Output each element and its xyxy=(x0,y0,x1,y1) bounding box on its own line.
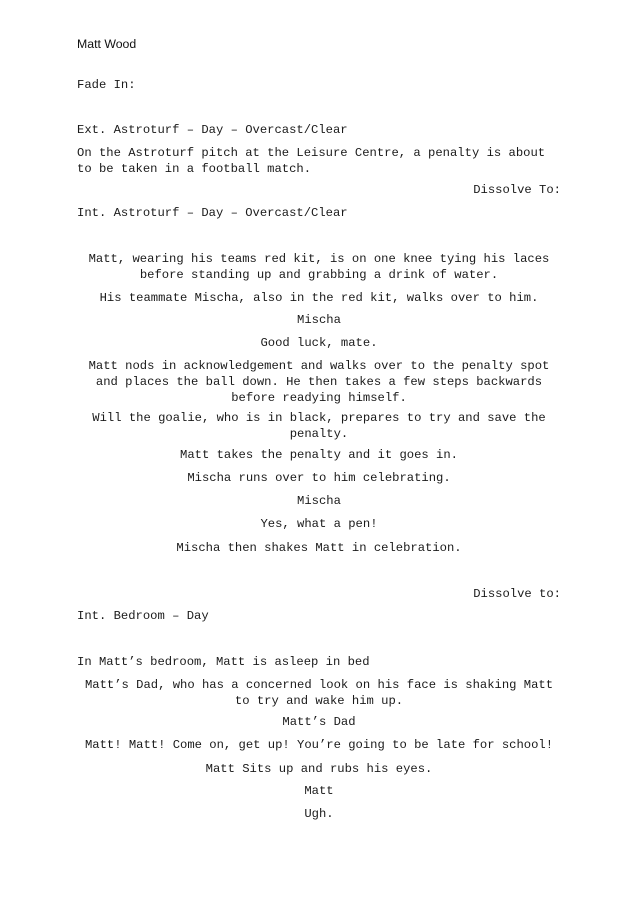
dialogue-4: Ugh. xyxy=(304,807,334,821)
scene-heading-1: Ext. Astroturf – Day – Overcast/Clear xyxy=(77,123,348,137)
author-name: Matt Wood xyxy=(77,37,137,51)
action-7: Mischa then shakes Matt in celebration. xyxy=(176,541,462,555)
transition-2: Dissolve to: xyxy=(473,587,561,601)
dialogue-3: Matt! Matt! Come on, get up! You’re going to be late for school! xyxy=(84,738,554,752)
action-3: Matt nods in acknowledgement and walks over to the penalty spot and places the ball down. He then takes a few steps backwards before readying himself. xyxy=(88,359,557,405)
scene-heading-3: Int. Bedroom – Day xyxy=(77,609,209,623)
action-2: His teammate Mischa, also in the red kit, walks over to him. xyxy=(99,291,539,305)
dialogue-1: Good luck, mate. xyxy=(260,336,378,350)
character-4: Matt xyxy=(304,784,334,798)
fade-in: Fade In: xyxy=(77,78,136,92)
action-1: Matt, wearing his teams red kit, is on one knee tying his laces before standing up and grabbing a drink of water. xyxy=(88,252,557,282)
character-1: Mischa xyxy=(297,313,341,327)
dialogue-2: Yes, what a pen! xyxy=(260,517,378,531)
scene-heading-2: Int. Astroturf – Day – Overcast/Clear xyxy=(77,206,348,220)
action-6: Mischa runs over to him celebrating. xyxy=(187,471,451,485)
transition-1: Dissolve To: xyxy=(473,183,561,197)
action-9: Matt’s Dad, who has a concerned look on his face is shaking Matt to try and wake him up. xyxy=(84,678,561,708)
action-10: Matt Sits up and rubs his eyes. xyxy=(205,762,433,776)
character-3: Matt’s Dad xyxy=(282,715,356,729)
action-5: Matt takes the penalty and it goes in. xyxy=(180,448,458,462)
action-4: Will the goalie, who is in black, prepares to try and save the penalty. xyxy=(92,411,554,441)
action-8: In Matt’s bedroom, Matt is asleep in bed xyxy=(77,655,370,669)
scene-action-1: On the Astroturf pitch at the Leisure Centre, a penalty is about to be taken in a football match. xyxy=(77,146,553,176)
character-2: Mischa xyxy=(297,494,341,508)
